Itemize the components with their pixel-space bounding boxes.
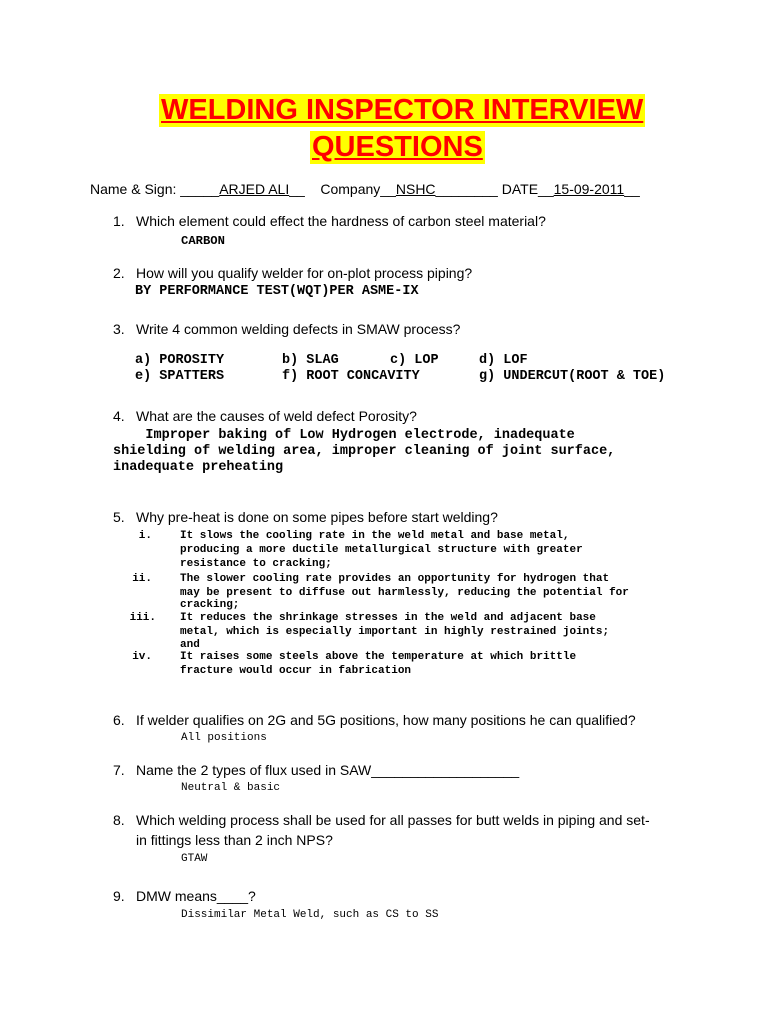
name-value: ARJED ALI — [219, 181, 290, 197]
question-number: 8. — [113, 812, 125, 828]
question-number: 1. — [113, 213, 125, 229]
question-text: Why pre-heat is done on some pipes before start welding? — [136, 509, 498, 525]
defect-item: b) SLAG — [282, 353, 339, 368]
defect-item: f) ROOT CONCAVITY — [282, 369, 420, 384]
question-text: If welder qualifies on 2G and 5G positions, how many positions he can qualified? — [136, 712, 636, 728]
question-text: Name the 2 types of flux used in SAW___________________ — [136, 762, 520, 778]
reason-line: producing a more ductile metallurgical structure with greater — [180, 544, 583, 556]
reason-line: fracture would occur in fabrication — [180, 665, 412, 677]
question-number: 6. — [113, 712, 125, 728]
question-text: Write 4 common welding defects in SMAW process? — [136, 321, 461, 337]
defect-item: c) LOP — [390, 353, 439, 368]
reason-line: metal, which is especially important in highly restrained joints; — [180, 626, 610, 638]
defect-item: d) LOF — [479, 353, 528, 368]
page-title-line-2: QUESTIONS — [312, 131, 483, 163]
answer-text: Neutral & basic — [181, 782, 281, 794]
reason-line: and — [180, 639, 200, 651]
company-blank: ________ — [435, 181, 498, 197]
reason-line: The slower cooling rate provides an opportunity for hydrogen that — [180, 573, 610, 585]
reason-numeral: iii. — [129, 612, 156, 624]
question-text: What are the causes of weld defect Porosity? — [136, 408, 417, 424]
defect-item: e) SPATTERS — [135, 369, 225, 384]
reason-numeral: ii. — [132, 573, 152, 585]
question-number: 2. — [113, 265, 125, 281]
reason-line: It slows the cooling rate in the weld metal and base metal, — [180, 530, 570, 542]
date-blank: __ — [624, 181, 640, 197]
defect-item: a) POROSITY — [135, 353, 225, 368]
answer-text: BY PERFORMANCE TEST(WQT)PER ASME-IX — [135, 284, 419, 299]
reason-item — [0, 651, 768, 705]
question-number: 9. — [113, 888, 125, 904]
company-blank: __ — [380, 181, 396, 197]
page-title-line-1: WELDING INSPECTOR INTERVIEW — [161, 94, 644, 126]
answer-text: CARBON — [181, 234, 225, 248]
answer-line: Improper baking of Low Hydrogen electrode, inadequate — [113, 428, 575, 443]
name-blank: _____ — [180, 181, 220, 197]
answer-line: shielding of welding area, improper cleaning of joint surface, — [113, 444, 616, 459]
reason-line: It reduces the shrinkage stresses in the weld and adjacent base — [180, 612, 596, 624]
reason-line: may be present to diffuse out harmlessly, reducing the potential for — [180, 587, 629, 599]
question-text-line: Which welding process shall be used for all passes for butt welds in piping and set- — [136, 812, 650, 828]
date-blank: __ — [538, 181, 554, 197]
reason-line: cracking; — [180, 599, 240, 611]
answer-text: All positions — [181, 732, 267, 744]
reason-line: It raises some steels above the temperature at which brittle — [180, 651, 577, 663]
question-number: 7. — [113, 762, 125, 778]
defect-item: g) UNDERCUT(ROOT & TOE) — [479, 369, 666, 384]
header-line — [90, 181, 640, 198]
name-label: Name & Sign: — [90, 181, 181, 197]
date-label: DATE — [501, 181, 539, 197]
reason-numeral: iv. — [132, 651, 152, 663]
question-number: 3. — [113, 321, 125, 337]
reason-line: resistance to cracking; — [180, 558, 332, 570]
date-value: 15-09-2011 — [553, 181, 625, 197]
answer-text: Dissimilar Metal Weld, such as CS to SS — [181, 909, 439, 921]
company-label: Company — [320, 181, 381, 197]
name-blank: __ — [289, 181, 305, 197]
question-text: DMW means____? — [136, 888, 256, 904]
question-number: 4. — [113, 408, 125, 424]
question-text-line: in fittings less than 2 inch NPS? — [136, 832, 333, 848]
question-number: 5. — [113, 509, 125, 525]
company-value: NSHC — [395, 181, 436, 197]
answer-text: GTAW — [181, 853, 208, 865]
question-text: Which element could effect the hardness of carbon steel material? — [136, 213, 546, 229]
question-text: How will you qualify welder for on-plot process piping? — [136, 265, 473, 281]
reason-numeral: i. — [138, 530, 152, 542]
answer-line: inadequate preheating — [113, 460, 284, 475]
